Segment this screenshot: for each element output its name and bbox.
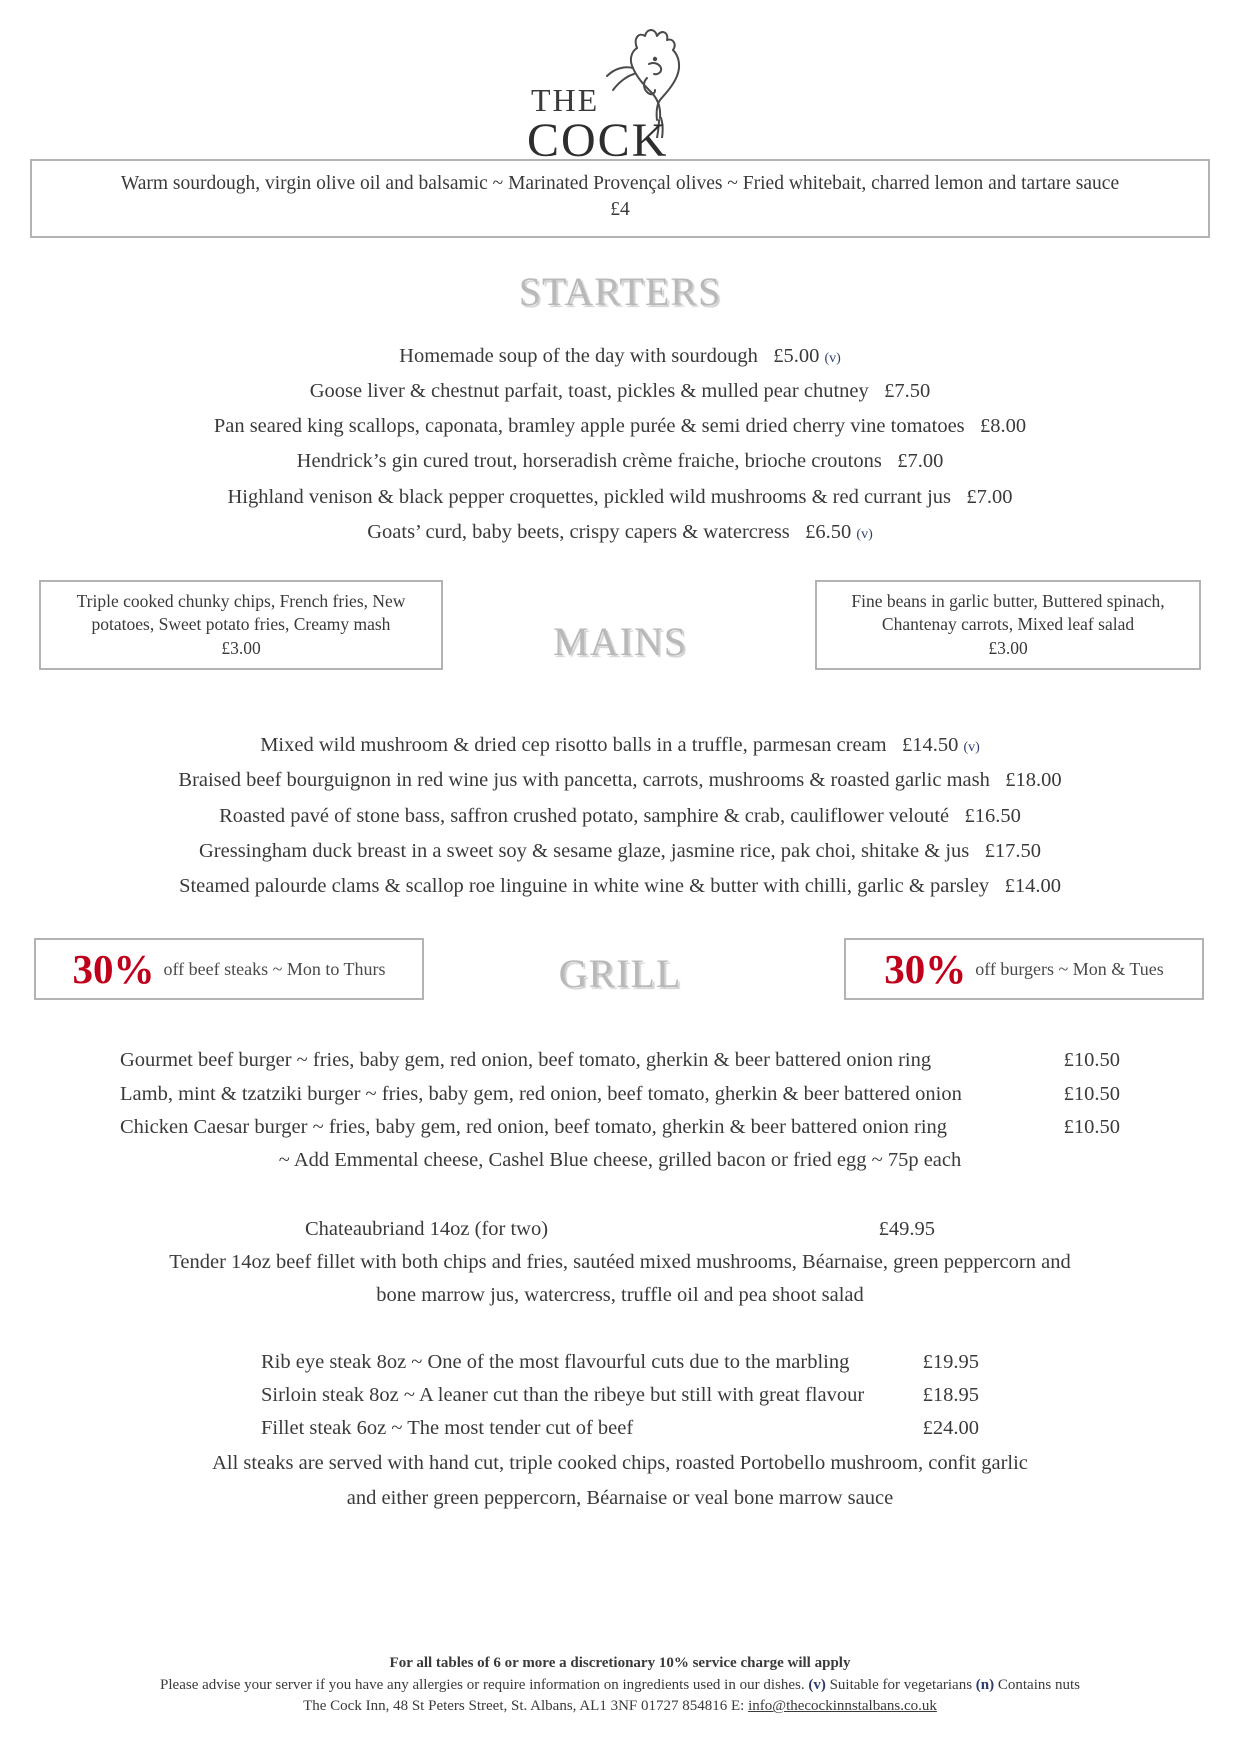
item-desc: Sirloin steak 8oz ~ A leaner cut than the ribeye but still with great flavour	[261, 1383, 865, 1406]
restaurant-logo	[22, 0, 1218, 167]
item-desc: Lamb, mint & tzatziki burger ~ fries, baby gem, red onion, beef tomato, gherkin & beer battered onion	[120, 1082, 962, 1105]
chateaubriand-description-line-2: bone marrow jus, watercress, truffle oil and pea shoot salad	[376, 1283, 864, 1306]
item-price: £10.50	[1063, 1049, 1120, 1072]
item-price: £14.50	[901, 734, 959, 757]
item-price: £17.50	[984, 839, 1041, 862]
menu-item	[22, 515, 1218, 550]
logo-line-the: THE	[531, 82, 600, 118]
service-charge-notice: For all tables of 6 or more a discretionary 10% service charge will apply	[389, 1654, 851, 1671]
item-price: £7.00	[966, 485, 1013, 508]
grill-heading: GRILL	[558, 951, 682, 997]
item-desc: Mixed wild mushroom & dried cep risotto balls in a truffle, parmesan cream	[260, 734, 887, 757]
sides-and-mains-heading-row	[22, 580, 1218, 692]
promo-box-burgers	[844, 938, 1204, 1000]
menu-item	[120, 1078, 1120, 1111]
vegetarian-mark: (v)	[824, 350, 841, 366]
logo-line-cock: COCK	[527, 114, 669, 167]
item-price: £16.50	[964, 804, 1021, 827]
menu-item	[22, 480, 1218, 515]
menu-item	[22, 374, 1218, 409]
item-desc: Highland venison & black pepper croquettes, pickled wild mushrooms & red currant jus	[227, 485, 952, 508]
item-desc: Rib eye steak 8oz ~ One of the most flavourful cuts due to the marbling	[261, 1350, 850, 1373]
menu-item	[22, 869, 1218, 904]
contact-details	[0, 1696, 1240, 1718]
menu-footer	[0, 1653, 1240, 1718]
burger-addons-note: ~ Add Emmental cheese, Cashel Blue cheese, grilled bacon or fried egg ~ 75p each	[278, 1148, 962, 1171]
item-price: £24.00	[922, 1416, 979, 1439]
item-price: £5.00	[773, 344, 820, 367]
vegetarian-mark: (v)	[963, 740, 980, 756]
menu-item	[22, 799, 1218, 834]
sides-left-text: Triple cooked chunky chips, French fries, New potatoes, Sweet potato fries, Creamy mash	[76, 591, 406, 635]
item-desc: Homemade soup of the day with sourdough	[399, 344, 758, 367]
steak-list	[261, 1346, 979, 1446]
item-price: £18.00	[1005, 769, 1062, 792]
vegetarian-mark: (v)	[856, 526, 873, 542]
grill-promo-row	[22, 938, 1218, 1030]
starters-list	[22, 339, 1218, 551]
item-desc: Braised beef bourguignon in red wine jus with pancetta, carrots, mushrooms & roasted garlic mash	[178, 769, 990, 792]
item-desc: Pan seared king scallops, caponata, bramley apple purée & semi dried cherry vine tomatoes	[213, 415, 965, 438]
item-price: £6.50	[805, 520, 852, 543]
item-desc: Gressingham duck breast in a sweet soy & sesame glaze, jasmine rice, pak choi, shitake & jus	[199, 839, 970, 862]
item-desc: Roasted pavé of stone bass, saffron crushed potato, samphire & crab, cauliflower velouté	[219, 804, 950, 827]
menu-item	[120, 1111, 1120, 1144]
menu-item	[261, 1412, 979, 1445]
item-desc: Steamed palourde clams & scallop roe linguine in white wine & butter with chilli, garlic & parsley	[179, 875, 990, 898]
menu-item	[22, 834, 1218, 869]
item-price: £19.95	[922, 1350, 979, 1373]
allergy-notice	[0, 1675, 1240, 1697]
item-desc: Goose liver & chestnut parfait, toast, pickles & mulled pear chutney	[309, 379, 869, 402]
item-price: £18.95	[922, 1383, 979, 1406]
menu-item	[22, 409, 1218, 444]
vegetarian-mark: (v)	[808, 1676, 826, 1693]
item-price: £8.00	[980, 415, 1027, 438]
menu-item	[22, 339, 1218, 374]
nibbles-price: £4	[610, 199, 630, 221]
item-price: £7.50	[884, 379, 931, 402]
mains-list	[22, 728, 1218, 904]
sides-right-text: Fine beans in garlic butter, Buttered spinach, Chantenay carrots, Mixed leaf salad	[851, 591, 1165, 635]
item-desc: Hendrick’s gin cured trout, horseradish crème fraiche, brioche croutons	[296, 450, 882, 473]
steak-block	[22, 1346, 1218, 1515]
steak-note-line-2: and either green peppercorn, Béarnaise or veal bone marrow sauce	[346, 1486, 894, 1509]
item-price: £49.95	[878, 1218, 935, 1241]
nibbles-text: Warm sourdough, virgin olive oil and balsamic ~ Marinated Provençal olives ~ Fried whitebait, charred lemon and tartare sauce	[120, 173, 1120, 194]
allergy-notice-text: Please advise your server if you have any allergies or require information on ingredients used in our dishes.	[160, 1676, 805, 1693]
sides-left-price: £3.00	[221, 638, 261, 659]
chateaubriand-header-row	[305, 1213, 935, 1246]
chateaubriand-description-line-1: Tender 14oz beef fillet with both chips and fries, sautéed mixed mushrooms, Béarnaise, green peppercorn and	[169, 1250, 1071, 1273]
mains-heading: MAINS	[553, 619, 687, 665]
sides-right-price: £3.00	[988, 638, 1028, 659]
item-desc: Chicken Caesar burger ~ fries, baby gem, red onion, beef tomato, gherkin & beer battered onion ring	[120, 1115, 948, 1138]
item-price: £10.50	[1063, 1115, 1120, 1138]
nuts-mark: (n)	[975, 1676, 995, 1693]
starters-heading: STARTERS	[518, 268, 722, 314]
menu-item	[22, 444, 1218, 479]
menu-item	[22, 763, 1218, 798]
item-desc: Fillet steak 6oz ~ The most tender cut of beef	[261, 1416, 634, 1439]
menu-item	[120, 1044, 1120, 1077]
menu-item	[261, 1379, 979, 1412]
address-text: The Cock Inn, 48 St Peters Street, St. Albans, AL1 3NF 01727 854816 E:	[303, 1698, 745, 1715]
nuts-legend: Contains nuts	[997, 1676, 1080, 1693]
menu-item	[261, 1346, 979, 1379]
promo-percent: 30%	[884, 945, 967, 992]
item-desc: Goats’ curd, baby beets, crispy capers & watercress	[367, 520, 790, 543]
burger-list	[120, 1044, 1120, 1177]
menu-item	[22, 728, 1218, 763]
email-link[interactable]: info@thecockinnstalbans.co.uk	[748, 1698, 937, 1715]
steak-note-line-1: All steaks are served with hand cut, triple cooked chips, roasted Portobello mushroom, confit garlic	[212, 1452, 1028, 1475]
item-desc: Gourmet beef burger ~ fries, baby gem, red onion, beef tomato, gherkin & beer battered onion ring	[120, 1049, 932, 1072]
promo-text: off beef steaks ~ Mon to Thurs	[163, 958, 386, 979]
item-desc: Chateaubriand 14oz (for two)	[305, 1218, 549, 1241]
nibbles-box	[30, 159, 1210, 238]
sides-box-right	[815, 580, 1201, 670]
vegetarian-legend: Suitable for vegetarians	[829, 1676, 973, 1693]
item-price: £14.00	[1004, 875, 1061, 898]
chateaubriand-block	[22, 1213, 1218, 1311]
item-price: £7.00	[897, 450, 944, 473]
promo-percent: 30%	[72, 945, 155, 992]
item-price: £10.50	[1063, 1082, 1120, 1105]
promo-text: off burgers ~ Mon & Tues	[975, 958, 1164, 979]
